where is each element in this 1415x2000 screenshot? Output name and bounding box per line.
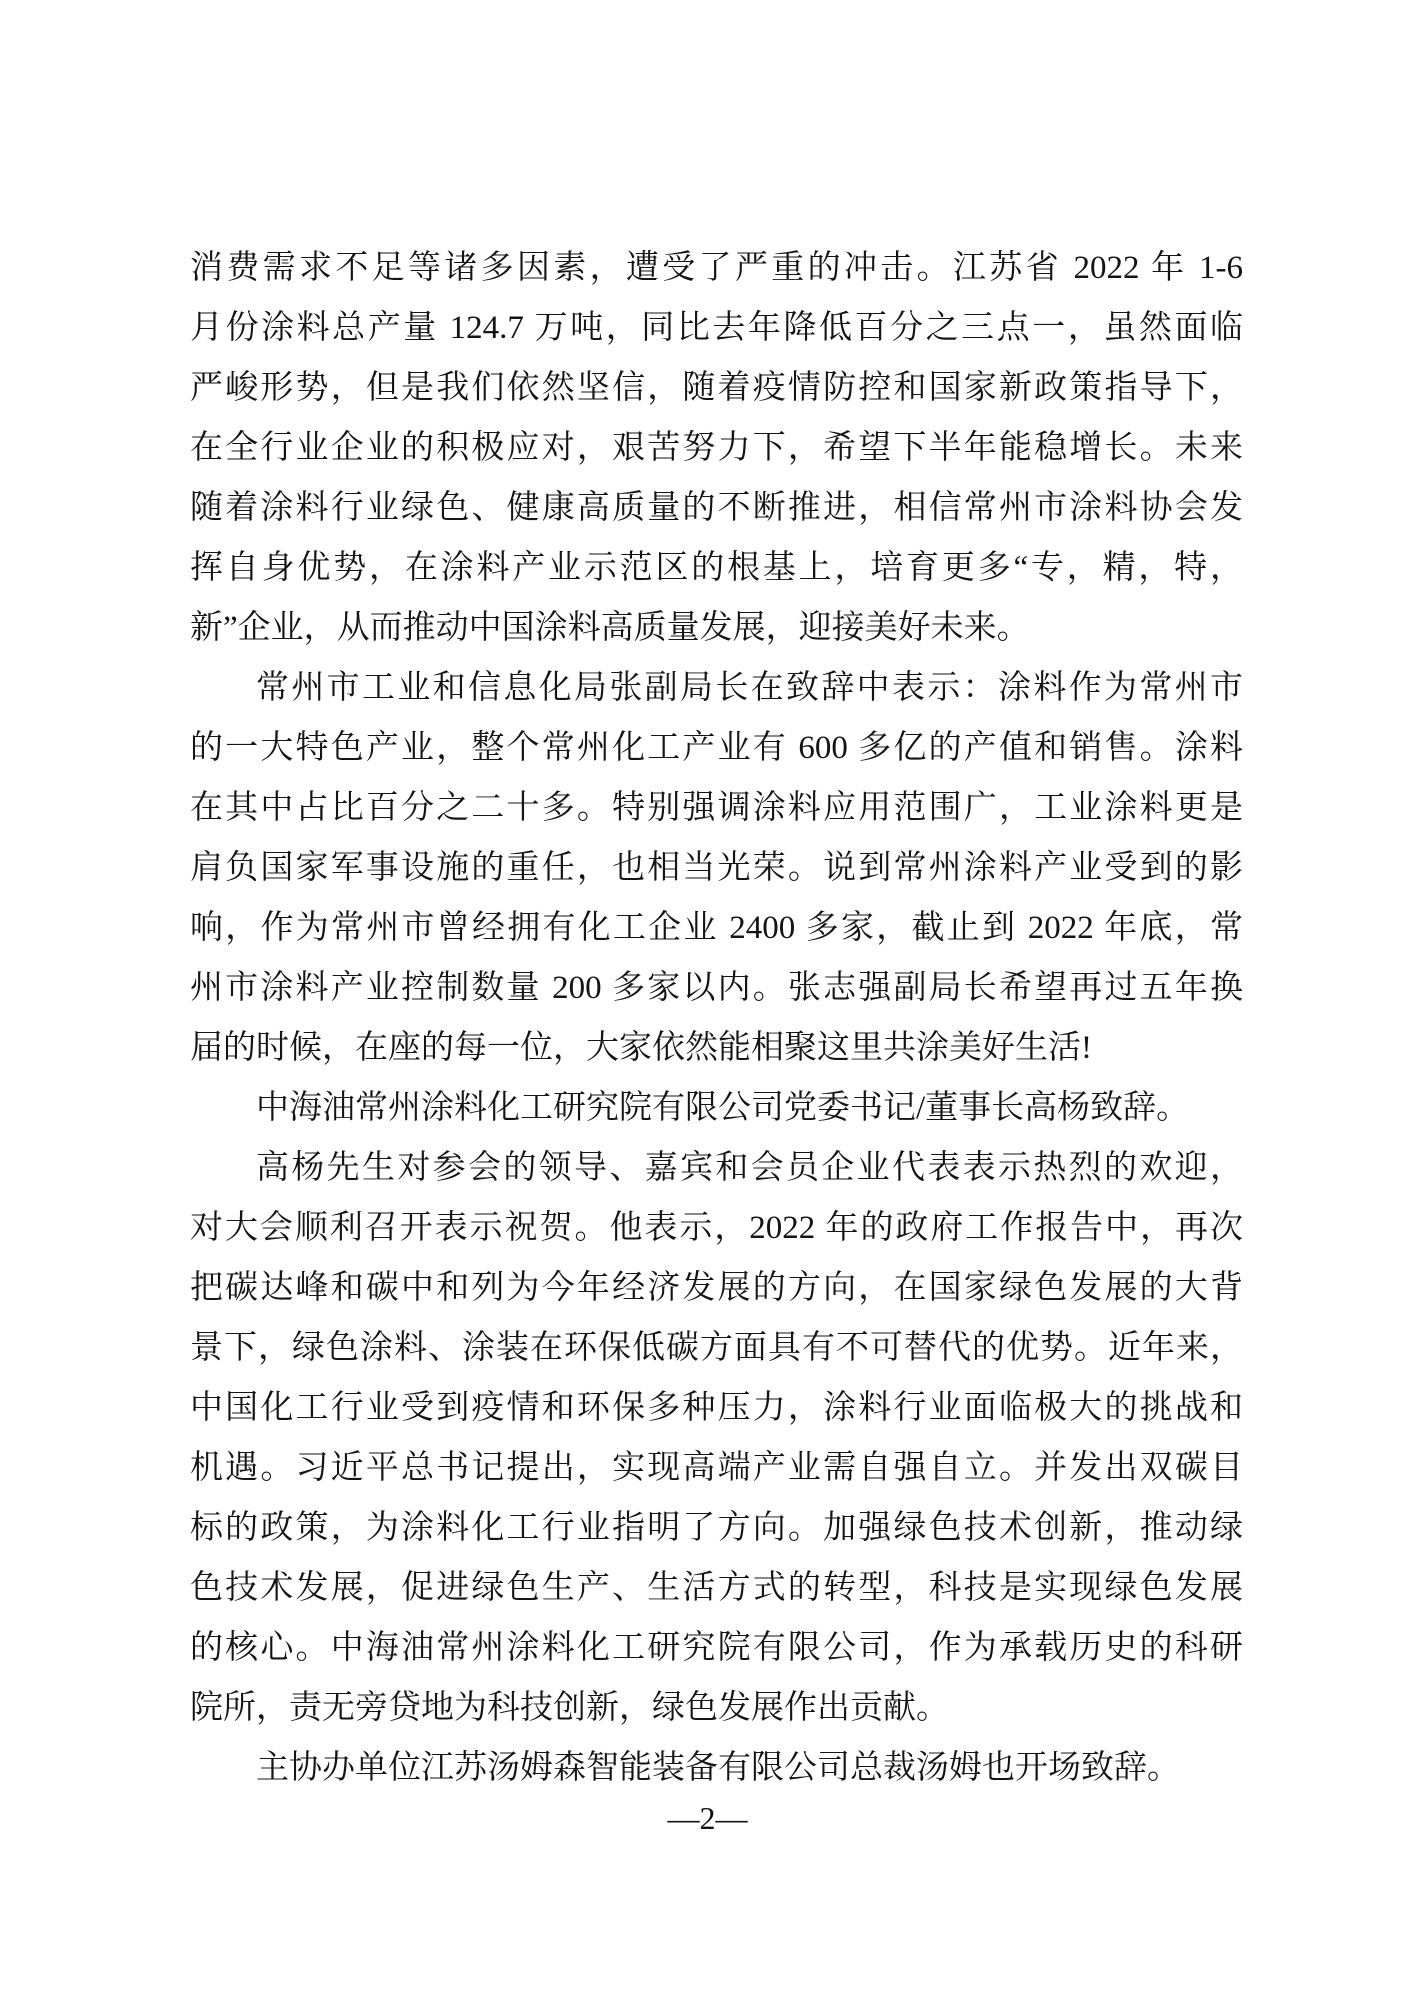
text-line: 的一大特色产业，整个常州化工产业有 600 多亿的产值和销售。涂料 (190, 730, 1243, 766)
page-number: —2— (667, 1800, 748, 1836)
text-line: 院所，责无旁贷地为科技创新，绿色发展作出贡献。 (190, 1690, 949, 1726)
document-body (190, 238, 1243, 1798)
text-line: 中国化工行业受到疫情和环保多种压力，涂料行业面临极大的挑战和 (190, 1390, 1243, 1426)
paragraph (190, 1738, 1243, 1798)
text-line: 常州市工业和信息化局张副局长在致辞中表示：涂料作为常州市 (256, 670, 1243, 706)
text-line: 肩负国家军事设施的重任，也相当光荣。说到常州涂料产业受到的影 (190, 850, 1243, 886)
text-line: 新”企业，从而推动中国涂料高质量发展，迎接美好未来。 (190, 610, 1030, 646)
text-line: 高杨先生对参会的领导、嘉宾和会员企业代表表示热烈的欢迎， (256, 1150, 1243, 1186)
text-line: 景下，绿色涂料、涂装在环保低碳方面具有不可替代的优势。近年来， (190, 1330, 1243, 1366)
text-line: 月份涂料总产量 124.7 万吨，同比去年降低百分之三点一，虽然面临 (190, 310, 1243, 346)
text-line: 机遇。习近平总书记提出，实现高端产业需自强自立。并发出双碳目 (190, 1450, 1243, 1486)
text-line: 随着涂料行业绿色、健康高质量的不断推进，相信常州市涂料协会发 (190, 490, 1243, 526)
text-line: 中海油常州涂料化工研究院有限公司党委书记/董事长高杨致辞。 (256, 1090, 1190, 1126)
text-line: 在全行业企业的积极应对，艰苦努力下，希望下半年能稳增长。未来 (190, 430, 1243, 466)
text-line: 在其中占比百分之二十多。特别强调涂料应用范围广，工业涂料更是 (190, 790, 1243, 826)
text-line: 挥自身优势，在涂料产业示范区的根基上，培育更多“专，精，特， (190, 550, 1243, 586)
paragraph (190, 658, 1243, 1078)
text-line: 标的政策，为涂料化工行业指明了方向。加强绿色技术创新，推动绿 (190, 1510, 1243, 1546)
text-line: 消费需求不足等诸多因素，遭受了严重的冲击。江苏省 2022 年 1-6 (190, 250, 1243, 286)
text-line: 色技术发展，促进绿色生产、生活方式的转型，科技是实现绿色发展 (190, 1570, 1243, 1606)
paragraph (190, 1138, 1243, 1738)
paragraph (190, 238, 1243, 658)
text-line: 严峻形势，但是我们依然坚信，随着疫情防控和国家新政策指导下， (190, 370, 1243, 406)
text-line: 届的时候，在座的每一位，大家依然能相聚这里共涂美好生活! (190, 1030, 1092, 1066)
text-line: 州市涂料产业控制数量 200 多家以内。张志强副局长希望再过五年换 (190, 970, 1243, 1006)
text-line: 对大会顺利召开表示祝贺。他表示，2022 年的政府工作报告中，再次 (190, 1210, 1243, 1246)
text-line: 主协办单位江苏汤姆森智能装备有限公司总裁汤姆也开场致辞。 (256, 1750, 1180, 1786)
text-line: 的核心。中海油常州涂料化工研究院有限公司，作为承载历史的科研 (190, 1630, 1243, 1666)
paragraph (190, 1078, 1243, 1138)
text-line: 响，作为常州市曾经拥有化工企业 2400 多家，截止到 2022 年底，常 (190, 910, 1243, 946)
text-line: 把碳达峰和碳中和列为今年经济发展的方向，在国家绿色发展的大背 (190, 1270, 1243, 1306)
